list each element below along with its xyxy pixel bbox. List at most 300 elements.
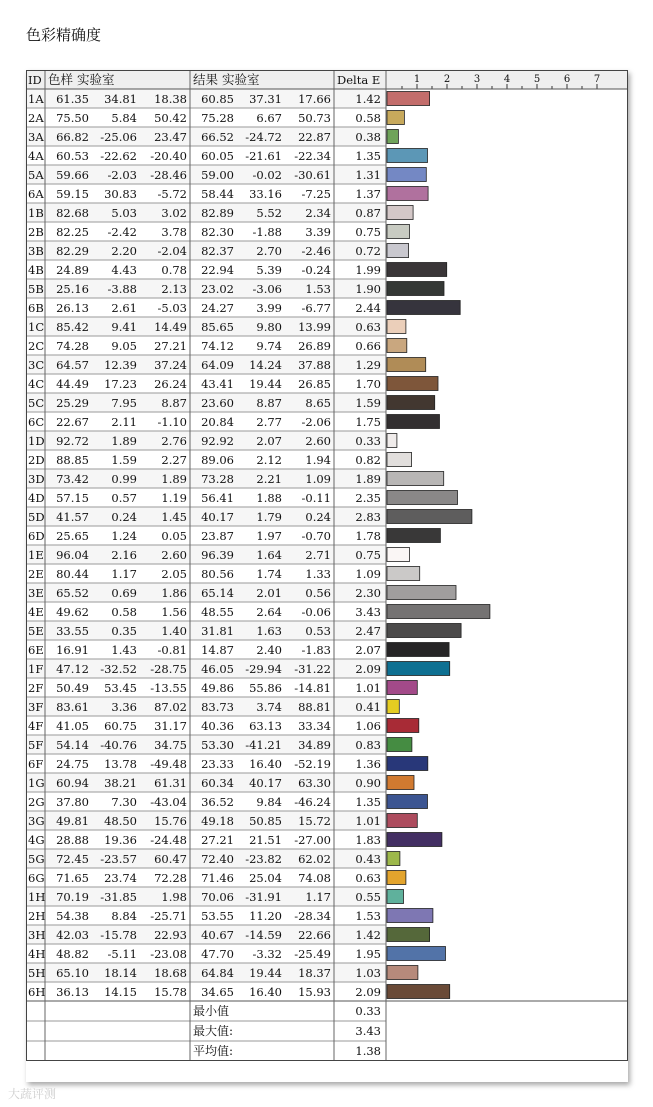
sample-lab-value: -43.04: [150, 795, 187, 809]
delta-e-bar: [387, 225, 410, 239]
sample-lab-value: 14.49: [154, 320, 187, 334]
delta-e-value: 0.43: [355, 852, 381, 866]
axis-tick-label: 7: [593, 74, 601, 85]
row-id: 3A: [28, 130, 44, 144]
result-lab-value: 63.13: [249, 719, 282, 733]
result-lab-value: 23.02: [201, 282, 234, 296]
row-id: 5F: [28, 738, 44, 752]
sample-lab-value: 9.05: [111, 339, 137, 353]
delta-e-bar: [387, 320, 406, 334]
sample-lab-value: 96.04: [56, 548, 89, 562]
sample-lab-value: 70.19: [56, 890, 89, 904]
sample-lab-value: -22.62: [100, 149, 137, 163]
row-id: 5A: [28, 168, 44, 182]
sample-lab-value: 61.35: [56, 92, 89, 106]
sample-lab-value: 37.24: [154, 358, 187, 372]
sample-lab-value: 60.47: [154, 852, 187, 866]
row-id: 6H: [28, 985, 46, 999]
sample-lab-value: 1.43: [111, 643, 137, 657]
axis-tick-label: 6: [563, 74, 571, 85]
result-lab-value: 48.55: [201, 605, 234, 619]
delta-e-bar: [387, 187, 428, 201]
delta-e-value: 1.90: [355, 282, 381, 296]
result-lab-value: 19.44: [249, 377, 282, 391]
sample-lab-value: 34.75: [154, 738, 187, 752]
sample-lab-value: 14.15: [104, 985, 137, 999]
delta-e-bar: [387, 149, 428, 163]
sample-lab-value: 17.23: [104, 377, 137, 391]
sample-lab-value: -2.04: [157, 244, 187, 258]
sample-lab-value: 24.89: [56, 263, 89, 277]
row-id: 2A: [28, 111, 44, 125]
result-lab-value: 33.16: [249, 187, 282, 201]
sample-lab-value: 57.15: [56, 491, 89, 505]
sample-lab-value: 41.05: [56, 719, 89, 733]
delta-e-bar: [387, 92, 430, 106]
result-lab-value: 85.65: [201, 320, 234, 334]
result-lab-value: -1.88: [252, 225, 282, 239]
delta-e-value: 2.09: [355, 662, 381, 676]
result-lab-value: 16.40: [249, 985, 282, 999]
color-accuracy-chart: [26, 70, 628, 1082]
delta-e-value: 1.42: [355, 928, 381, 942]
sample-lab-value: 18.38: [154, 92, 187, 106]
color-accuracy-table: [26, 70, 628, 1082]
result-lab-value: 37.88: [298, 358, 331, 372]
row-id: 2G: [28, 795, 45, 809]
sample-lab-value: 12.39: [104, 358, 137, 372]
sample-lab-value: 0.35: [111, 624, 137, 638]
result-lab-value: -21.61: [245, 149, 282, 163]
summary-label: 平均值:: [193, 1044, 234, 1058]
delta-e-value: 1.31: [355, 168, 381, 182]
delta-e-bar: [387, 852, 400, 866]
result-lab-value: 40.36: [201, 719, 234, 733]
delta-e-value: 2.44: [355, 301, 381, 315]
sample-lab-value: 0.78: [161, 263, 187, 277]
sample-lab-value: -5.72: [157, 187, 187, 201]
result-lab-value: 23.33: [201, 757, 234, 771]
sample-lab-value: 53.45: [104, 681, 137, 695]
sample-lab-value: 19.36: [104, 833, 137, 847]
result-lab-value: 56.41: [201, 491, 234, 505]
delta-e-value: 1.03: [355, 966, 381, 980]
result-lab-value: 0.53: [305, 624, 331, 638]
result-lab-value: 19.44: [249, 966, 282, 980]
delta-e-value: 1.06: [355, 719, 381, 733]
result-lab-value: 34.89: [298, 738, 331, 752]
result-lab-value: 14.87: [201, 643, 234, 657]
sample-lab-value: -28.75: [150, 662, 187, 676]
sample-lab-value: 48.82: [56, 947, 89, 961]
row-id: 3B: [28, 244, 44, 258]
delta-e-value: 1.59: [355, 396, 381, 410]
sample-lab-value: 7.30: [111, 795, 137, 809]
result-lab-value: 21.51: [249, 833, 282, 847]
summary-label: 最大值:: [193, 1024, 234, 1038]
row-id: 4B: [28, 263, 44, 277]
row-id: 6E: [28, 643, 44, 657]
header-sample: 色样 实验室: [48, 72, 115, 87]
row-id: 3E: [28, 586, 44, 600]
result-lab-value: 2.60: [305, 434, 331, 448]
result-lab-value: -0.70: [301, 529, 331, 543]
sample-lab-value: 82.29: [56, 244, 89, 258]
result-lab-value: 65.14: [201, 586, 234, 600]
result-lab-value: 27.21: [201, 833, 234, 847]
delta-e-value: 0.33: [355, 434, 381, 448]
result-lab-value: -2.06: [301, 415, 331, 429]
delta-e-bar: [387, 738, 412, 752]
delta-e-bar: [387, 928, 430, 942]
delta-e-value: 0.75: [355, 548, 381, 562]
result-lab-value: 2.40: [256, 643, 282, 657]
sample-lab-value: 73.42: [56, 472, 89, 486]
sample-lab-value: 87.02: [154, 700, 187, 714]
sample-lab-value: 1.89: [111, 434, 137, 448]
sample-lab-value: 83.61: [56, 700, 89, 714]
sample-lab-value: 60.75: [104, 719, 137, 733]
result-lab-value: 53.55: [201, 909, 234, 923]
result-lab-value: 13.99: [298, 320, 331, 334]
sample-lab-value: 5.84: [111, 111, 137, 125]
delta-e-bar: [387, 814, 417, 828]
result-lab-value: -0.06: [301, 605, 331, 619]
axis-tick-label: 2: [443, 74, 451, 85]
result-lab-value: 88.81: [298, 700, 331, 714]
sample-lab-value: 50.49: [56, 681, 89, 695]
result-lab-value: -2.46: [301, 244, 331, 258]
row-id: 5G: [28, 852, 45, 866]
delta-e-bar: [387, 700, 399, 714]
result-lab-value: 46.05: [201, 662, 234, 676]
sample-lab-value: 15.78: [154, 985, 187, 999]
delta-e-value: 2.47: [355, 624, 381, 638]
delta-e-value: 1.70: [355, 377, 381, 391]
sample-lab-value: 2.61: [111, 301, 137, 315]
header-delta-e: Delta E: [337, 73, 381, 87]
result-lab-value: 60.34: [201, 776, 234, 790]
result-lab-value: 1.74: [256, 567, 282, 581]
row-id: 4C: [28, 377, 45, 391]
result-lab-value: 2.21: [256, 472, 282, 486]
result-lab-value: 24.27: [201, 301, 234, 315]
axis-tick-label: 5: [533, 74, 541, 85]
sample-lab-value: 71.65: [56, 871, 89, 885]
result-lab-value: 2.71: [305, 548, 331, 562]
result-lab-value: 62.02: [298, 852, 331, 866]
sample-lab-value: 2.76: [161, 434, 187, 448]
sample-lab-value: 85.42: [56, 320, 89, 334]
row-id: 4A: [28, 149, 44, 163]
result-lab-value: 17.66: [298, 92, 331, 106]
sample-lab-value: 1.89: [161, 472, 187, 486]
result-lab-value: -52.19: [294, 757, 331, 771]
row-id: 6C: [28, 415, 45, 429]
sample-lab-value: -24.48: [150, 833, 187, 847]
result-lab-value: 89.06: [201, 453, 234, 467]
sample-lab-value: 33.55: [56, 624, 89, 638]
sample-lab-value: 2.20: [111, 244, 137, 258]
result-lab-value: 1.09: [305, 472, 331, 486]
delta-e-value: 1.09: [355, 567, 381, 581]
delta-e-bar: [387, 130, 398, 144]
sample-lab-value: 2.11: [111, 415, 137, 429]
axis-tick-label: 4: [503, 74, 511, 85]
delta-e-bar: [387, 985, 450, 999]
result-lab-value: 60.05: [201, 149, 234, 163]
delta-e-value: 0.90: [355, 776, 381, 790]
sample-lab-value: 5.03: [111, 206, 137, 220]
sample-lab-value: -2.42: [107, 225, 137, 239]
delta-e-bar: [387, 662, 450, 676]
delta-e-bar: [387, 548, 410, 562]
result-lab-value: -0.11: [301, 491, 331, 505]
sample-lab-value: 1.17: [111, 567, 137, 581]
result-lab-value: -0.02: [252, 168, 282, 182]
delta-e-bar: [387, 339, 407, 353]
result-lab-value: 1.53: [305, 282, 331, 296]
sample-lab-value: 25.29: [56, 396, 89, 410]
row-id: 5D: [28, 510, 45, 524]
row-id: 1E: [28, 548, 44, 562]
sample-lab-value: 1.45: [161, 510, 187, 524]
result-lab-value: -14.59: [245, 928, 282, 942]
sample-lab-value: 18.14: [104, 966, 137, 980]
result-lab-value: 75.28: [201, 111, 234, 125]
sample-lab-value: 0.05: [161, 529, 187, 543]
delta-e-value: 1.53: [355, 909, 381, 923]
row-id: 6A: [28, 187, 44, 201]
result-lab-value: 23.87: [201, 529, 234, 543]
result-lab-value: 23.60: [201, 396, 234, 410]
result-lab-value: -3.06: [252, 282, 282, 296]
row-id: 6D: [28, 529, 45, 543]
delta-e-value: 1.78: [355, 529, 381, 543]
sample-lab-value: 22.67: [56, 415, 89, 429]
result-lab-value: 63.30: [298, 776, 331, 790]
delta-e-value: 1.35: [355, 149, 381, 163]
row-id: 3F: [28, 700, 44, 714]
result-lab-value: 36.52: [201, 795, 234, 809]
delta-e-bar: [387, 301, 460, 315]
sample-lab-value: 28.88: [56, 833, 89, 847]
result-lab-value: 70.06: [201, 890, 234, 904]
sample-lab-value: 1.86: [161, 586, 187, 600]
delta-e-value: 0.75: [355, 225, 381, 239]
row-id: 1G: [28, 776, 45, 790]
sample-lab-value: -3.88: [107, 282, 137, 296]
row-id: 1C: [28, 320, 45, 334]
result-lab-value: 49.86: [201, 681, 234, 695]
delta-e-bar: [387, 510, 472, 524]
sample-lab-value: 8.87: [161, 396, 187, 410]
delta-e-value: 0.87: [355, 206, 381, 220]
delta-e-bar: [387, 358, 426, 372]
delta-e-value: 2.30: [355, 586, 381, 600]
delta-e-value: 2.83: [355, 510, 381, 524]
delta-e-bar: [387, 434, 397, 448]
result-lab-value: 22.66: [298, 928, 331, 942]
sample-lab-value: 18.68: [154, 966, 187, 980]
result-lab-value: -31.22: [294, 662, 331, 676]
row-id: 5E: [28, 624, 44, 638]
row-id: 4D: [28, 491, 45, 505]
result-lab-value: 1.33: [305, 567, 331, 581]
delta-e-value: 1.95: [355, 947, 381, 961]
result-lab-value: 40.17: [201, 510, 234, 524]
sample-lab-value: 0.24: [111, 510, 137, 524]
delta-e-bar: [387, 681, 417, 695]
sample-lab-value: 25.65: [56, 529, 89, 543]
sample-lab-value: 42.03: [56, 928, 89, 942]
result-lab-value: 5.52: [256, 206, 282, 220]
sample-lab-value: 1.40: [161, 624, 187, 638]
result-lab-value: 3.74: [256, 700, 282, 714]
result-lab-value: 1.94: [305, 453, 331, 467]
sample-lab-value: 22.93: [154, 928, 187, 942]
delta-e-bar: [387, 757, 428, 771]
summary-value: 1.38: [355, 1044, 381, 1058]
delta-e-bar: [387, 643, 449, 657]
delta-e-value: 0.41: [355, 700, 381, 714]
result-lab-value: 80.56: [201, 567, 234, 581]
sample-lab-value: 1.19: [161, 491, 187, 505]
result-lab-value: 20.84: [201, 415, 234, 429]
sample-lab-value: 1.59: [111, 453, 137, 467]
result-lab-value: 49.18: [201, 814, 234, 828]
result-lab-value: -41.21: [245, 738, 282, 752]
delta-e-bar: [387, 472, 444, 486]
row-id: 5C: [28, 396, 45, 410]
delta-e-bar: [387, 263, 447, 277]
delta-e-value: 1.35: [355, 795, 381, 809]
sample-lab-value: 49.81: [56, 814, 89, 828]
result-lab-value: -1.83: [301, 643, 331, 657]
sample-lab-value: 2.05: [161, 567, 187, 581]
row-id: 2H: [28, 909, 46, 923]
sample-lab-value: -49.48: [150, 757, 187, 771]
result-lab-value: 11.20: [249, 909, 282, 923]
result-lab-value: 0.24: [305, 510, 331, 524]
sample-lab-value: -15.78: [100, 928, 137, 942]
result-lab-value: 3.39: [305, 225, 331, 239]
result-lab-value: 82.30: [201, 225, 234, 239]
summary-value: 0.33: [355, 1004, 381, 1018]
sample-lab-value: 54.38: [56, 909, 89, 923]
sample-lab-value: 44.49: [56, 377, 89, 391]
result-lab-value: 2.07: [256, 434, 282, 448]
sample-lab-value: 1.24: [111, 529, 137, 543]
result-lab-value: -31.91: [245, 890, 282, 904]
delta-e-bar: [387, 396, 435, 410]
result-lab-value: -30.61: [294, 168, 331, 182]
result-lab-value: 47.70: [201, 947, 234, 961]
sample-lab-value: 80.44: [56, 567, 89, 581]
sample-lab-value: -25.06: [100, 130, 137, 144]
result-lab-value: 96.39: [201, 548, 234, 562]
delta-e-value: 0.66: [355, 339, 381, 353]
sample-lab-value: 0.58: [111, 605, 137, 619]
result-lab-value: -28.34: [294, 909, 331, 923]
sample-lab-value: 2.16: [111, 548, 137, 562]
sample-lab-value: 48.50: [104, 814, 137, 828]
delta-e-value: 2.09: [355, 985, 381, 999]
result-lab-value: 2.34: [305, 206, 331, 220]
result-lab-value: 66.52: [201, 130, 234, 144]
sample-lab-value: 72.28: [154, 871, 187, 885]
sample-lab-value: 3.36: [111, 700, 137, 714]
sample-lab-value: 23.74: [104, 871, 137, 885]
result-lab-value: 82.37: [201, 244, 234, 258]
delta-e-value: 0.72: [355, 244, 381, 258]
delta-e-bar: [387, 890, 404, 904]
row-id: 4G: [28, 833, 45, 847]
result-lab-value: 0.56: [305, 586, 331, 600]
result-lab-value: 25.04: [249, 871, 282, 885]
delta-e-bar: [387, 966, 418, 980]
delta-e-value: 1.01: [355, 681, 381, 695]
delta-e-bar: [387, 586, 456, 600]
result-lab-value: -27.00: [294, 833, 331, 847]
sample-lab-value: 49.62: [56, 605, 89, 619]
sample-lab-value: 0.69: [111, 586, 137, 600]
axis-tick-label: 3: [473, 74, 481, 85]
result-lab-value: 72.40: [201, 852, 234, 866]
sample-lab-value: 24.75: [56, 757, 89, 771]
row-id: 6B: [28, 301, 44, 315]
result-lab-value: -7.25: [301, 187, 331, 201]
delta-e-value: 2.35: [355, 491, 381, 505]
sample-lab-value: 88.85: [56, 453, 89, 467]
row-id: 4E: [28, 605, 44, 619]
sample-lab-value: 41.57: [56, 510, 89, 524]
sample-lab-value: -13.55: [150, 681, 187, 695]
summary-label: 最小值: [193, 1004, 230, 1018]
row-id: 4F: [28, 719, 44, 733]
result-lab-value: -25.49: [294, 947, 331, 961]
result-lab-value: 15.93: [298, 985, 331, 999]
delta-e-value: 1.42: [355, 92, 381, 106]
sample-lab-value: -32.52: [100, 662, 137, 676]
sample-lab-value: 64.57: [56, 358, 89, 372]
sample-lab-value: 3.78: [161, 225, 187, 239]
result-lab-value: 9.80: [256, 320, 282, 334]
row-id: 2C: [28, 339, 45, 353]
sample-lab-value: -1.10: [157, 415, 187, 429]
result-lab-value: -3.32: [252, 947, 282, 961]
sample-lab-value: 74.28: [56, 339, 89, 353]
sample-lab-value: 1.98: [161, 890, 187, 904]
header-id: ID: [28, 73, 42, 87]
row-id: 6F: [28, 757, 44, 771]
result-lab-value: 64.09: [201, 358, 234, 372]
result-lab-value: 50.85: [249, 814, 282, 828]
result-lab-value: 14.24: [249, 358, 282, 372]
delta-e-value: 0.63: [355, 871, 381, 885]
result-lab-value: 15.72: [298, 814, 331, 828]
sample-lab-value: -25.71: [150, 909, 187, 923]
sample-lab-value: 26.24: [154, 377, 187, 391]
row-id: 3D: [28, 472, 45, 486]
sample-lab-value: 13.78: [104, 757, 137, 771]
delta-e-value: 3.43: [355, 605, 381, 619]
delta-e-bar: [387, 453, 412, 467]
result-lab-value: 64.84: [201, 966, 234, 980]
sample-lab-value: 9.41: [111, 320, 137, 334]
sample-lab-value: 25.16: [56, 282, 89, 296]
result-lab-value: 83.73: [201, 700, 234, 714]
